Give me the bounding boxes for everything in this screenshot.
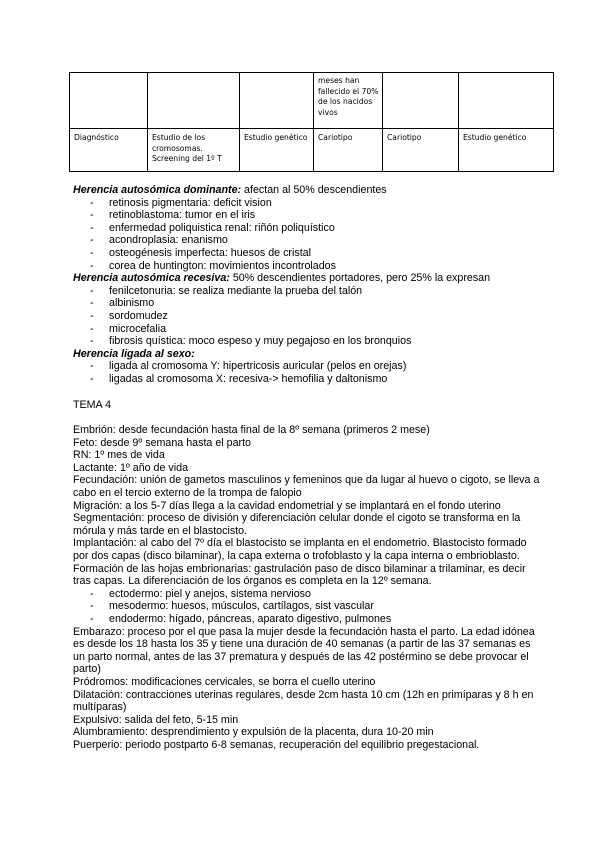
paragraph: Feto: desde 9º semana hasta el parto — [73, 436, 251, 449]
paragraph: Migración: a los 5-7 días llega a la cavidad endometrial y se implantará en el fondo uterino — [73, 499, 501, 512]
paragraph: Implantación: al cabo del 7º día el blastocisto se implanta en el endometrio. Blastocisto formado por dos capas (disco bilaminar), la capa externa o trofoblasto y la capa interna o embrioblasto. — [73, 537, 527, 563]
comparison-table — [69, 72, 554, 172]
list-item: - retinosis pigmentaria: deficit vision — [73, 197, 543, 210]
table-cell: Estudio de los cromosomas. Screening del 1º T — [148, 129, 240, 172]
paragraph: Lactante: 1º año de vida — [73, 461, 189, 474]
list-item: - osteogénesis imperfecta: huesos de cristal — [73, 247, 543, 260]
table-cell — [459, 73, 554, 129]
dominante-list — [73, 197, 543, 273]
hojas-list — [73, 588, 543, 626]
recesiva-heading: Herencia autosómica recesiva: — [73, 272, 230, 285]
paragraph: Dilatación: contracciones uterinas regulares, desde 2cm hasta 10 cm (12h en primíparas y 8 h en multíparas) — [73, 688, 534, 714]
list-item: - mesodermo: huesos, músculos, cartílagos, sist vascular — [73, 600, 543, 613]
paragraph: RN: 1º mes de vida — [73, 449, 165, 462]
list-item: - sordomudez — [73, 310, 543, 323]
list-item: - microcefalia — [73, 323, 543, 336]
section-title: TEMA 4 — [73, 398, 112, 411]
list-item: - corea de huntington: movimientos incontrolados — [73, 260, 543, 273]
sexo-paragraph — [73, 348, 543, 361]
sexo-list — [73, 360, 543, 385]
list-item: - albinismo — [73, 297, 543, 310]
list-item: - acondroplasia: enanismo — [73, 234, 543, 247]
paragraph: Embrión: desde fecundación hasta final de la 8º semana (primeros 2 mese) — [73, 424, 430, 437]
list-item: - fibrosis quística: moco espeso y muy pegajoso en los bronquios — [73, 335, 543, 348]
list-item: - fenilcetonuria: se realiza mediante la prueba del talón — [73, 285, 543, 298]
list-item: - endodermo: hígado, páncreas, aparato digestivo, pulmones — [73, 613, 543, 626]
table-cell: meses han fallecido el 70% de los nacidos vivos — [314, 73, 383, 129]
document-body — [73, 184, 543, 752]
table-cell: Diagnóstico — [70, 129, 148, 172]
table-row — [70, 73, 554, 129]
table-row — [70, 129, 554, 172]
paragraph: Formación de las hojas embrionarias: gastrulación paso de disco bilaminar a trilaminar, es decir tras capas. La diferenciación de los órganos es completa en la 12º semana. — [73, 562, 526, 588]
list-item: - retinoblastoma: tumor en el iris — [73, 209, 543, 222]
table-cell — [70, 73, 148, 129]
paragraph: Pródromos: modificaciones cervicales, se borra el cuello uterino — [73, 675, 376, 688]
sexo-heading: Herencia ligada al sexo: — [73, 347, 195, 360]
table-cell — [383, 73, 459, 129]
recesiva-text: 50% descendientes portadores, pero 25% la expresan — [229, 272, 491, 285]
paragraph: Segmentación: proceso de división y diferenciación celular donde el cigoto se transforma en la mórula y más tarde en el blastocisto. — [73, 512, 521, 537]
recesiva-paragraph — [73, 272, 543, 285]
paragraph: Expulsivo: salida del feto, 5-15 min — [73, 713, 239, 726]
dominante-text: afectan al 50% descendientes — [241, 184, 387, 196]
paragraph: Fecundación: unión de gametos masculinos y femeninos que da lugar al huevo o cigoto, se lleva a cabo en el tercio externo de la trompa de falopio — [73, 474, 540, 500]
table-cell — [240, 73, 314, 129]
table-cell: Estudio genético — [459, 129, 554, 172]
recesiva-list — [73, 285, 543, 348]
table-cell: Estudio genético — [240, 129, 314, 172]
list-item: - ligadas al cromosoma X: recesiva-> hemofilia y daltonismo — [73, 373, 543, 386]
list-item: - ectodermo: piel y anejos, sistema nervioso — [73, 588, 543, 601]
paragraph: Alumbramiento: desprendimiento y expulsión de la placenta, dura 10-20 min — [73, 726, 434, 739]
table-cell: Cariotipo — [383, 129, 459, 172]
table-cell — [148, 73, 240, 129]
paragraph: Puerperio: periodo postparto 6-8 semanas, recuperación del equilibrio pregestacional. — [73, 738, 480, 751]
list-item: - enfermedad poliquistica renal: riñón poliquístico — [73, 222, 543, 235]
dominante-heading: Herencia autosómica dominante: — [73, 184, 242, 196]
list-item: - ligada al cromosoma Y: hipertricosis auricular (pelos en orejas) — [73, 360, 543, 373]
table-cell: Cariotipo — [314, 129, 383, 172]
dominante-paragraph — [73, 184, 543, 197]
paragraph: Embarazo: proceso por el que pasa la mujer desde la fecundación hasta el parto. La edad idónea es desde los 18 hasta los 35 y tiene una duración de 40 semanas (a partir de las 37 semanas es un parto normal, antes de las 37 prematura y después de las 42 postérmino se debe provocar el parto) — [73, 625, 535, 676]
